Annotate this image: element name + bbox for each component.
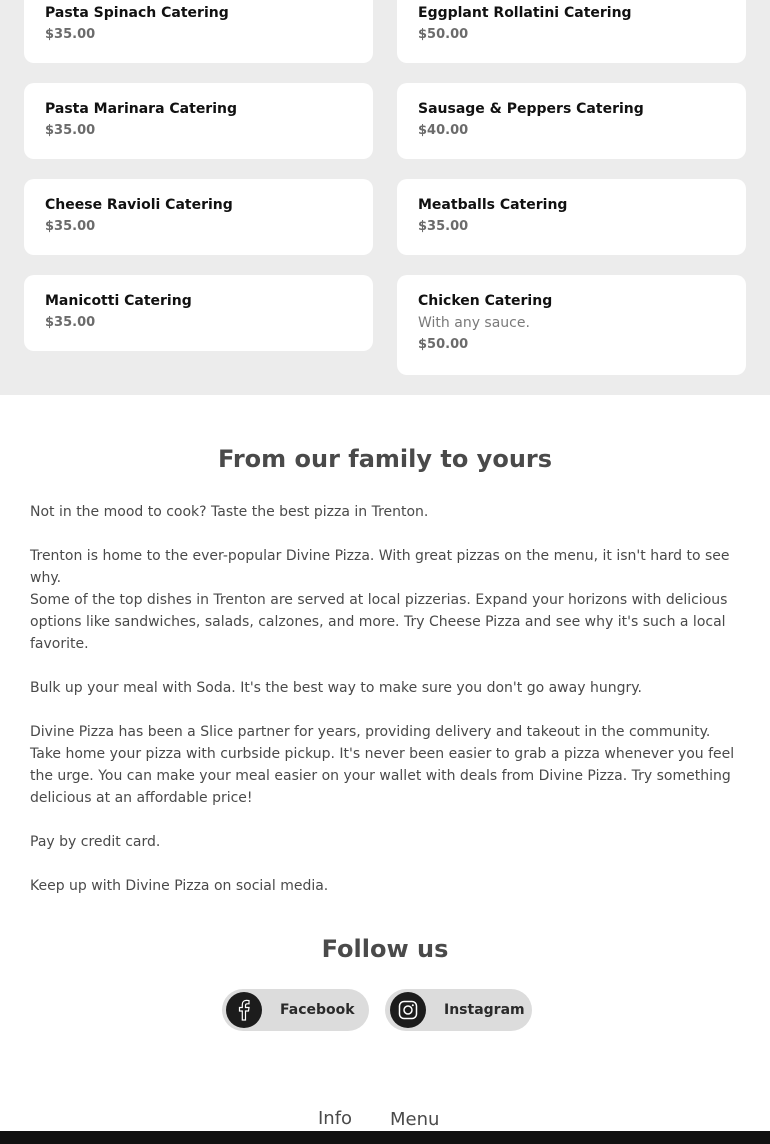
menu-item-name: Chicken Catering [418,293,553,309]
about-paragraph: Divine Pizza has been a Slice partner for years, providing delivery and takeout in the community. Take home your pizza with curbside pickup. It's never been easier to grab a pizza whenever you feel the urge. You can make your meal easier on your wallet with deals from Divine Pizza. Try something delicious at an affordable price! [30,724,735,806]
menu-item-price: $50.00 [418,337,469,352]
menu-item-price: $35.00 [45,219,96,234]
menu-item-price: $35.00 [45,123,96,138]
about-paragraph: Trenton is home to the ever-popular Divine Pizza. With great pizzas on the menu, it isn't hard to see why. [30,548,730,586]
menu-item-price: $35.00 [45,27,96,42]
menu-item-card[interactable] [397,83,746,159]
about-paragraph: Pay by credit card. [30,834,161,850]
facebook-icon [226,992,262,1028]
menu-item-card[interactable] [24,0,373,63]
instagram-icon [390,992,426,1028]
menu-item-name: Sausage & Peppers Catering [418,101,644,117]
menu-item-name: Cheese Ravioli Catering [45,197,233,213]
instagram-button[interactable] [385,989,532,1031]
menu-item-price: $35.00 [45,315,96,330]
menu-item-name: Meatballs Catering [418,197,568,213]
about-paragraph: Some of the top dishes in Trenton are served at local pizzerias. Expand your horizons with delicious options like sandwiches, salads, calzones, and more. Try Cheese Pizza and see why it's such a local favorite. [30,592,728,652]
facebook-label: Facebook [280,1002,355,1018]
menu-item-name: Pasta Marinara Catering [45,101,238,117]
menu-item-description: With any sauce. [418,315,530,331]
footer-bar [0,1131,770,1144]
menu-item-card[interactable] [24,83,373,159]
menu-item-price: $40.00 [418,123,469,138]
menu-item-card[interactable] [24,179,373,255]
menu-item-price: $50.00 [418,27,469,42]
about-title: From our family to yours [217,445,553,473]
footer-info-link[interactable]: Info [318,1108,353,1129]
menu-section [0,0,770,395]
menu-item-card[interactable] [24,275,373,351]
menu-item-card[interactable] [397,275,746,375]
menu-item-name: Manicotti Catering [45,293,192,309]
menu-item-card[interactable] [397,0,746,63]
about-paragraph: Bulk up your meal with Soda. It's the best way to make sure you don't go away hungry. [30,680,642,696]
facebook-button[interactable] [222,989,369,1031]
instagram-label: Instagram [444,1002,525,1018]
menu-item-name: Eggplant Rollatini Catering [418,5,632,21]
menu-item-card[interactable] [397,179,746,255]
menu-item-price: $35.00 [418,219,469,234]
menu-item-name: Pasta Spinach Catering [45,5,229,21]
follow-title: Follow us [321,935,449,963]
about-paragraph: Not in the mood to cook? Taste the best pizza in Trenton. [30,504,429,520]
about-paragraph: Keep up with Divine Pizza on social media. [30,878,329,894]
footer-menu-link[interactable]: Menu [390,1109,440,1130]
